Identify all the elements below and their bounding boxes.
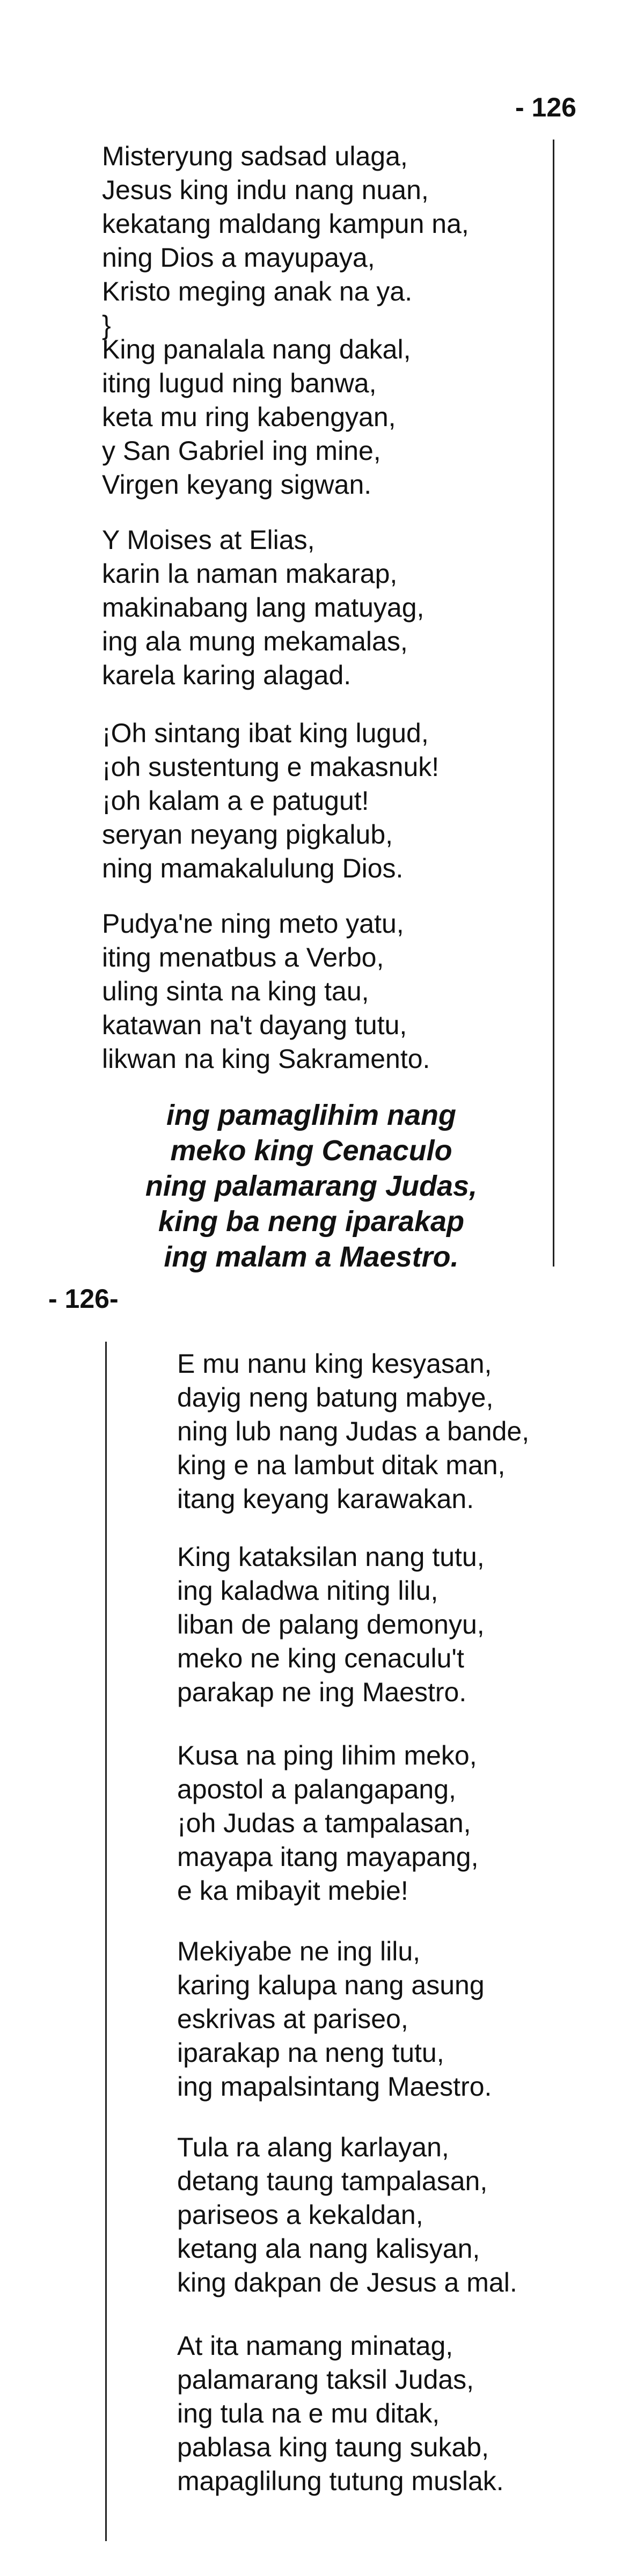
caption-line: meko king Cenaculo (170, 1135, 452, 1167)
verse-line: iparakap na neng tutu, (177, 2038, 444, 2068)
verse-line: Pudya'ne ning meto yatu, (102, 909, 404, 939)
verse-line: eskrivas at pariseo, (177, 2004, 408, 2034)
verse-line: Mekiyabe ne ing lilu, (177, 1936, 421, 1966)
stanza (177, 1935, 492, 2104)
stanza (177, 1347, 529, 1516)
verse-line: karela karing alagad. (102, 660, 352, 690)
stanza (177, 1739, 478, 1908)
verse-line: E mu nanu king kesyasan, (177, 1349, 492, 1379)
verse-line: ning lub nang Judas a bande, (177, 1416, 530, 1446)
verse-line: karin la naman makarap, (102, 559, 398, 589)
verse-line: katawan na't dayang tutu, (102, 1010, 407, 1040)
verse-line: Kristo meging anak na ya. (102, 276, 413, 306)
stanza (102, 907, 430, 1076)
verse-line: y San Gabriel ing mine, (102, 436, 381, 466)
verse-line: ing ala mung mekamalas, (102, 626, 408, 656)
verse-line: karing kalupa nang asung (177, 1970, 485, 2000)
verse-line: apostol a palangapang, (177, 1774, 456, 1804)
verse-line: seryan neyang pigkalub, (102, 819, 393, 850)
caption-line: ing pamaglihim nang (166, 1099, 457, 1131)
stanza (177, 2329, 504, 2498)
verse-line: ing mapalsintang Maestro. (177, 2072, 492, 2102)
verse-line: King panalala nang dakal, (102, 334, 411, 364)
verse-line: liban de palang demonyu, (177, 1609, 485, 1640)
verse-line: pablasa king taung sukab, (177, 2432, 489, 2462)
verse-line: ¡oh sustentung e makasnuk! (102, 752, 440, 782)
verse-line: mapaglilung tutung muslak. (177, 2466, 504, 2496)
verse-line: likwan na king Sakramento. (102, 1044, 430, 1074)
stanza (102, 716, 439, 885)
stanza (102, 333, 411, 502)
stanza (177, 2131, 517, 2300)
margin-rule (553, 140, 554, 1267)
verse-line: ing kaladwa niting lilu, (177, 1576, 438, 1606)
top-page (0, 0, 644, 1277)
verse-line: Jesus king indu nang nuan, (102, 175, 429, 205)
verse-line: Y Moises at Elias, (102, 525, 315, 555)
stanza: Misteryung sadsad ulaga, Jesus king indu nang nuan, kekatang maldang kampun na, ning Dios a mayupaya, Kristo meging anak na ya. } (102, 140, 469, 342)
verse-line: mayapa itang mayapang, (177, 1842, 479, 1872)
verse-line: Misteryung sadsad ulaga, (102, 141, 408, 171)
verse-line: pariseos a kekaldan, (177, 2200, 423, 2230)
verse-line: palamarang taksil Judas, (177, 2365, 474, 2395)
page-number: - 126- (48, 1284, 119, 1314)
verse-line: keta mu ring kabengyan, (102, 402, 396, 432)
verse-line: Tula ra alang karlayan, (177, 2132, 449, 2162)
verse-line: Kusa na ping lihim meko, (177, 1740, 477, 1770)
verse-line: kekatang maldang kampun na, (102, 209, 469, 239)
verse-line: King kataksilan nang tutu, (177, 1542, 485, 1572)
verse-line: iting menatbus a Verbo, (102, 942, 384, 972)
stanza (177, 1540, 485, 1709)
caption-line: king ba neng iparakap (158, 1205, 465, 1238)
margin-rule (105, 1342, 107, 2541)
verse-line: meko ne king cenaculu't (177, 1643, 464, 1673)
verse-line: uling sinta na king tau, (102, 976, 369, 1006)
verse-line: king dakpan de Jesus a mal. (177, 2267, 517, 2297)
verse-line: parakap ne ing Maestro. (177, 1677, 467, 1707)
verse-line: makinabang lang matuyag, (102, 592, 425, 623)
caption (102, 1097, 521, 1275)
caption-line: ning palamarang Judas, (145, 1170, 478, 1202)
verse-line: ning mamakalulung Dios. (102, 853, 404, 883)
verse-line: e ka mibayit mebie! (177, 1876, 408, 1906)
verse-line: ¡Oh sintang ibat king lugud, (102, 718, 429, 748)
verse-line: ¡oh kalam a e patugut! (102, 786, 369, 816)
verse-line: itang keyang karawakan. (177, 1484, 474, 1514)
verse-line: detang taung tampalasan, (177, 2166, 488, 2196)
page-number: - 126 (515, 92, 576, 122)
caption-line: ing malam a Maestro. (164, 1241, 459, 1273)
verse-line: Virgen keyang sigwan. (102, 470, 372, 500)
verse-line: ¡oh Judas a tampalasan, (177, 1808, 471, 1838)
verse-line: ing tula na e mu ditak, (177, 2398, 440, 2428)
stanza (102, 523, 424, 692)
bottom-page (0, 1277, 644, 2576)
verse-line: iting lugud ning banwa, (102, 368, 377, 398)
verse-line: ketang ala nang kalisyan, (177, 2234, 480, 2264)
verse-line: ning Dios a mayupaya, (102, 243, 375, 273)
verse-line: king e na lambut ditak man, (177, 1450, 506, 1480)
verse-line: dayig neng batung mabye, (177, 1382, 494, 1413)
verse-line: At ita namang minatag, (177, 2331, 453, 2361)
